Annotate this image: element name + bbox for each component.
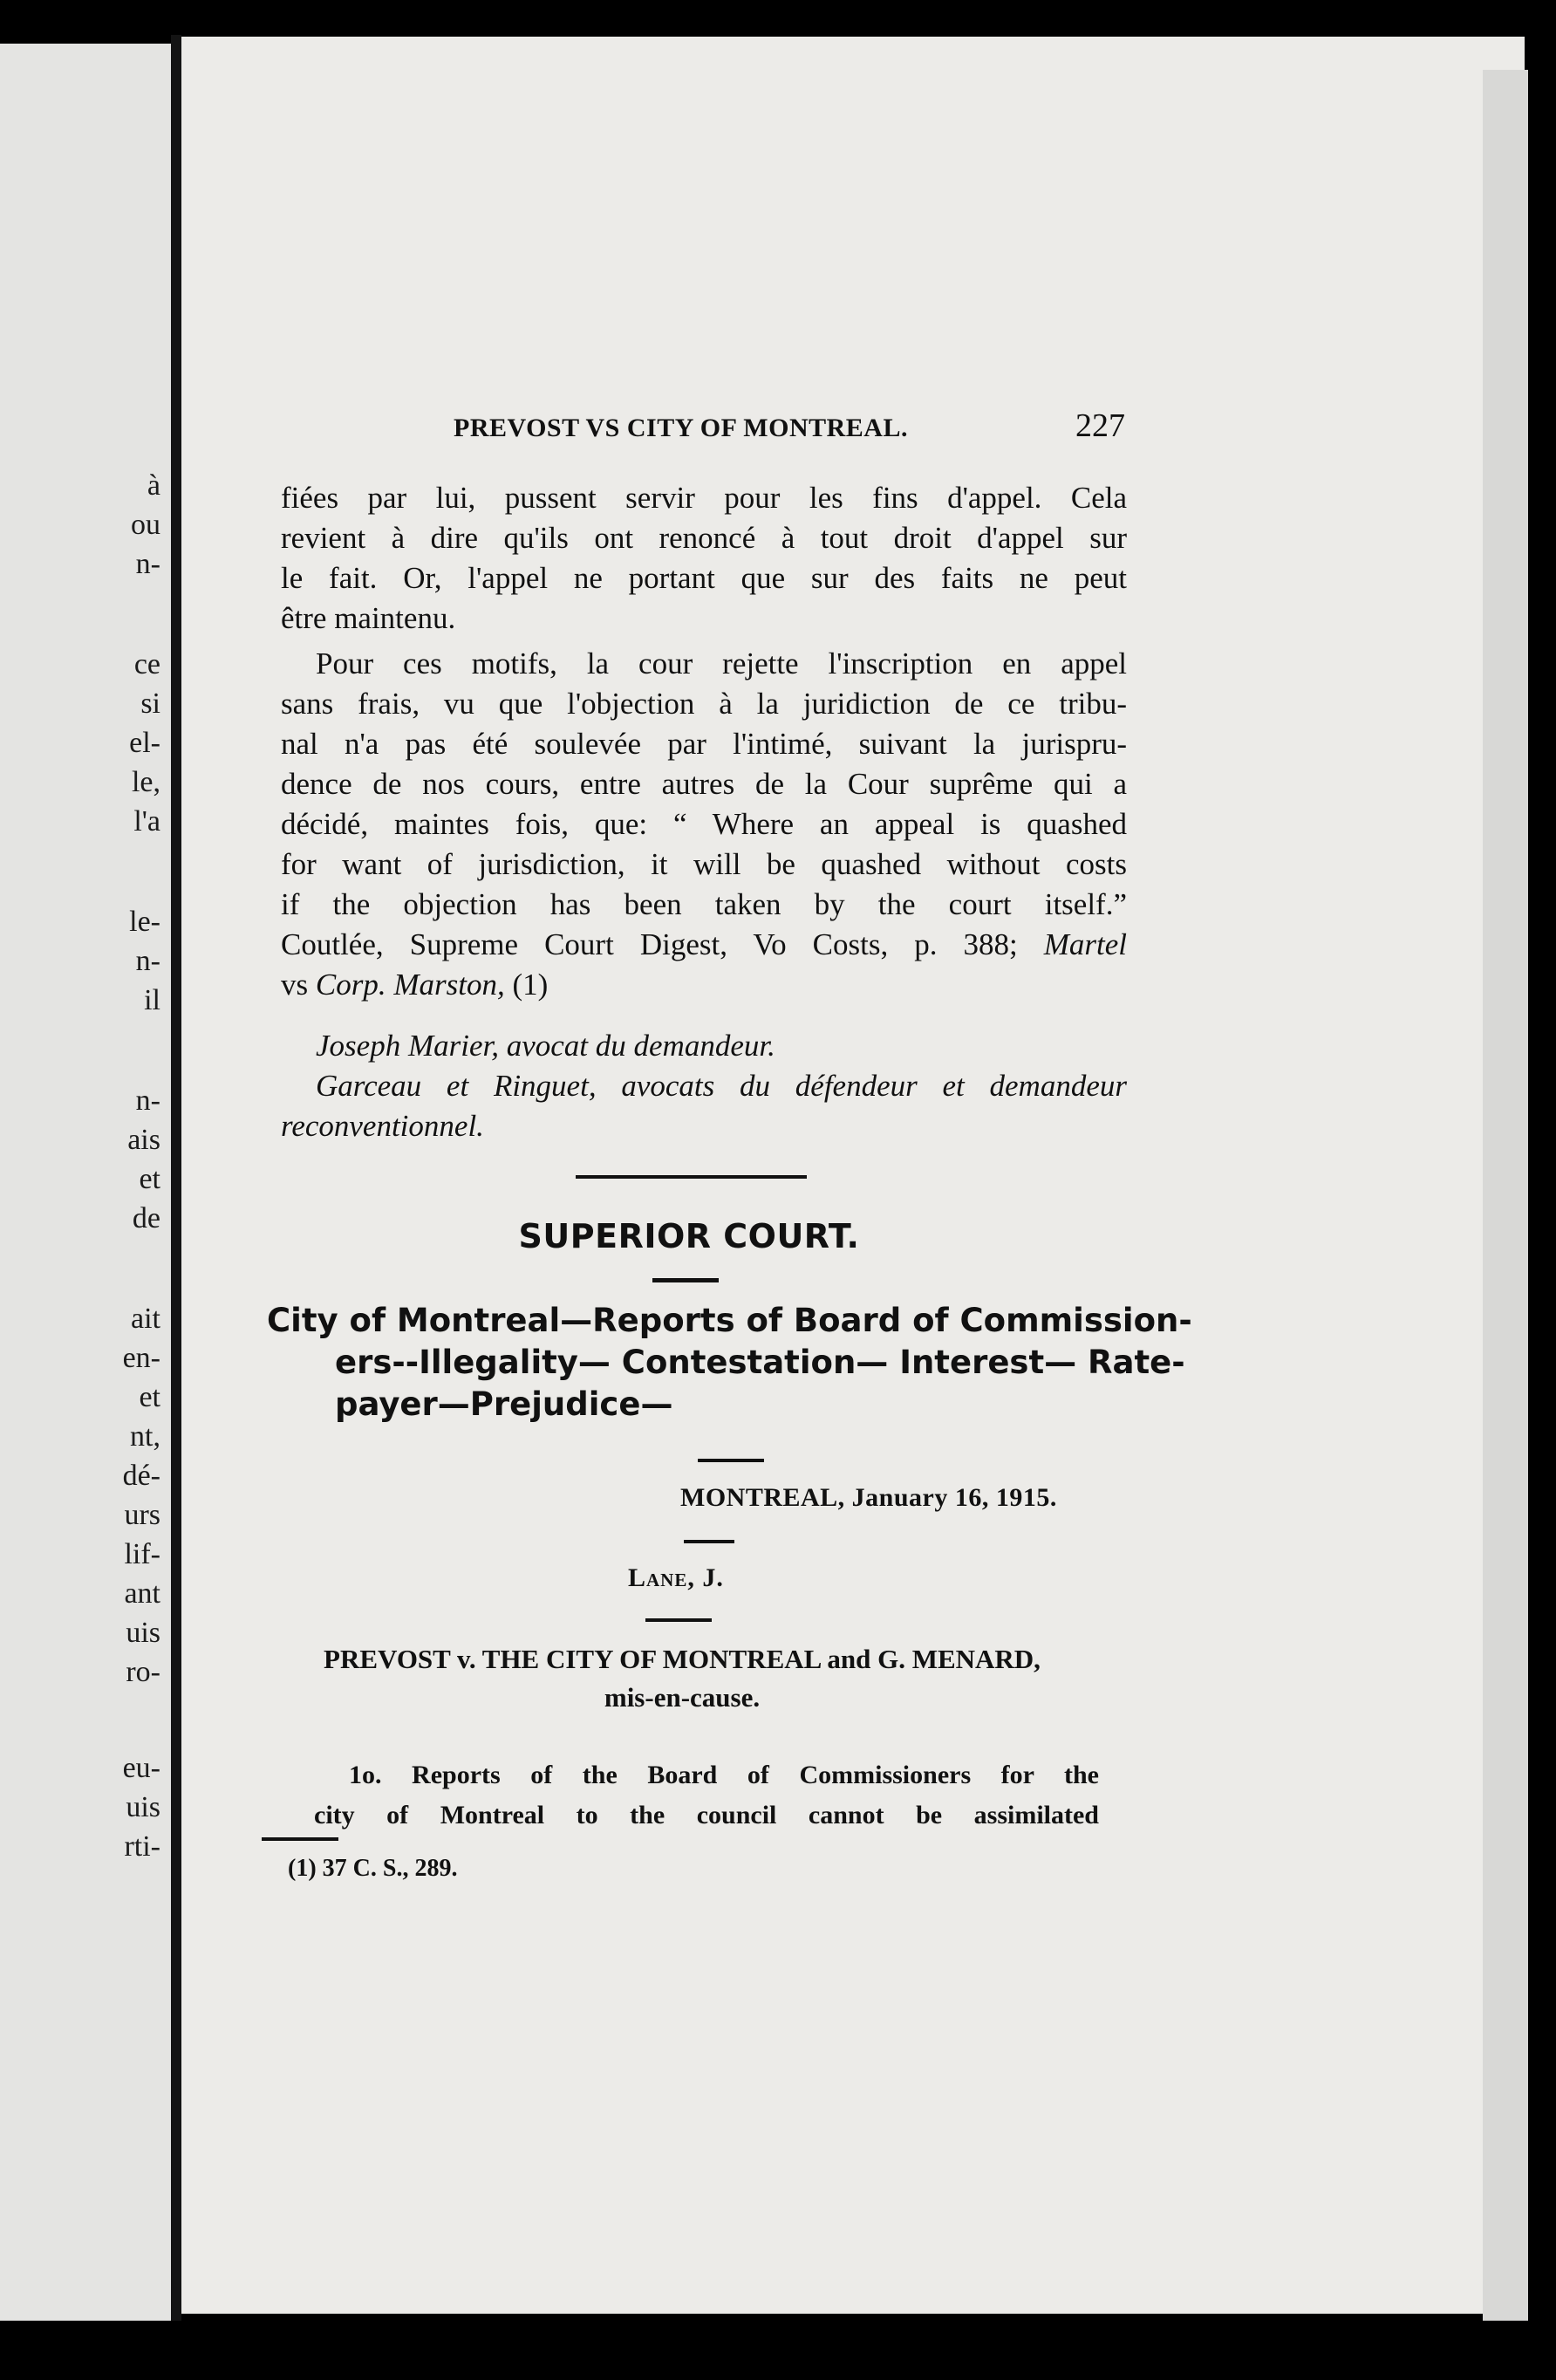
facing-page-fragment: en- (122, 1342, 160, 1374)
parties-line: mis-en-cause. (604, 1682, 761, 1713)
facing-page-fragment: ro- (126, 1656, 160, 1688)
text-line: dence de nos cours, entre autres de la Cour suprême qui a (281, 767, 1127, 801)
attorney-defendant-cont: reconventionnel. (281, 1109, 484, 1143)
facing-page-fragment: uis (126, 1617, 160, 1649)
facing-page-edge (0, 44, 174, 2321)
facing-page-fragment: n- (135, 945, 160, 977)
text-line: fiées par lui, pussent servir pour les fins d'appel. Cela (281, 481, 1127, 515)
text-line: for want of jurisdiction, it will be quashed without costs (281, 847, 1127, 881)
facing-page-fragment: urs (124, 1499, 160, 1531)
page-number: 227 (1075, 407, 1125, 444)
facing-page-fragment: ou (131, 509, 160, 541)
short-rule (652, 1278, 719, 1282)
facing-page-fragment: dé- (122, 1460, 160, 1492)
syllabus (314, 1755, 1099, 1836)
case-name: Corp. Marston, (315, 968, 505, 1002)
attorney-defendant: Garceau et Ringuet, avocats du défendeur et demandeur (316, 1069, 1127, 1103)
paragraph-continuation (281, 478, 1127, 639)
attorney-plaintiff: Joseph Marier, avocat du demandeur. (316, 1029, 775, 1063)
citation-text: Coutlée, Supreme Court Digest, Vo Costs, p. 388; (281, 927, 1018, 961)
facing-page-fragment: ce (133, 648, 160, 680)
text-line: revient à dire qu'ils ont renoncé à tout droit d'appel sur (281, 521, 1127, 555)
headnote-line: ers--Illegality— Contestation— Interest— Rate- (335, 1344, 1185, 1381)
headnote-line: City of Montreal—Reports of Board of Commission- (267, 1302, 1192, 1339)
short-rule (645, 1618, 712, 1622)
facing-page-fragment: de (132, 1202, 160, 1234)
page-gutter (171, 35, 181, 2321)
facing-page-fragment: nt, (130, 1420, 160, 1453)
facing-page-fragment: lif- (124, 1538, 160, 1570)
short-rule (684, 1540, 734, 1543)
facing-page-fragment: ant (124, 1577, 160, 1610)
facing-page-fragment: n- (135, 548, 160, 580)
page-edge-shadow (1483, 70, 1528, 2321)
text-line: être maintenu. (281, 601, 456, 635)
section-divider (576, 1175, 807, 1179)
text-line: décidé, maintes fois, que: “ Where an appeal is quashed (281, 807, 1127, 841)
paragraph-judgment (281, 644, 1127, 1005)
text-line: Pour ces motifs, la cour rejette l'inscription en appel (316, 646, 1127, 680)
attorneys (281, 1026, 1127, 1146)
facing-page-fragment: à (147, 469, 160, 502)
court-title: SUPERIOR COURT. (518, 1217, 860, 1255)
headnote (267, 1300, 1192, 1426)
facing-page-fragment: si (140, 687, 160, 720)
footnote-rule (262, 1837, 338, 1841)
page-header (270, 407, 1125, 448)
case-name: Martel (1043, 927, 1128, 961)
syllabus-line: 1o. Reports of the Board of Commissioners for the (349, 1761, 1099, 1789)
footnote: (1) 37 C. S., 289. (288, 1855, 458, 1882)
running-head: PREVOST VS CITY OF MONTREAL. (454, 414, 908, 442)
footnote-ref: (1) (512, 968, 549, 1002)
text-line (281, 925, 1127, 965)
facing-page-fragment: le, (131, 766, 160, 798)
text-line (281, 965, 1127, 1005)
facing-page-fragment: ait (131, 1303, 160, 1335)
parties-line: PREVOST v. THE CITY OF MONTREAL and G. MENARD, (324, 1644, 1041, 1674)
syllabus-line: city of Montreal to the council cannot be assimilated (314, 1801, 1099, 1829)
facing-page-fragment: et (139, 1163, 160, 1195)
case-vs: vs (281, 968, 309, 1002)
text-line: nal n'a pas été soulevée par l'intimé, suivant la jurispru- (281, 727, 1127, 761)
facing-page-fragment: l'a (133, 805, 160, 838)
text-line: sans frais, vu que l'objection à la juridiction de ce tribu- (281, 687, 1127, 721)
headnote-line: payer—Prejudice— (335, 1385, 673, 1423)
facing-page-fragment: uis (126, 1791, 160, 1823)
facing-page-fragment: el- (129, 727, 160, 759)
text-line: le fait. Or, l'appel ne portant que sur des faits ne peut (281, 561, 1127, 595)
facing-page-fragment: et (139, 1381, 160, 1413)
judge-name: Lane, J. (628, 1563, 724, 1592)
facing-page-fragment: le- (129, 906, 160, 938)
facing-page-fragment: eu- (122, 1752, 160, 1784)
text-line: if the objection has been taken by the court itself.” (281, 887, 1127, 921)
facing-page-fragment: rti- (124, 1830, 160, 1863)
facing-page-fragment: ais (127, 1124, 160, 1156)
dateline: MONTREAL, January 16, 1915. (680, 1483, 1057, 1512)
case-parties (263, 1640, 1101, 1717)
short-rule (698, 1459, 764, 1462)
book-page (181, 37, 1525, 2314)
facing-page-fragment: il (144, 984, 160, 1016)
facing-page-fragment: n- (135, 1084, 160, 1117)
